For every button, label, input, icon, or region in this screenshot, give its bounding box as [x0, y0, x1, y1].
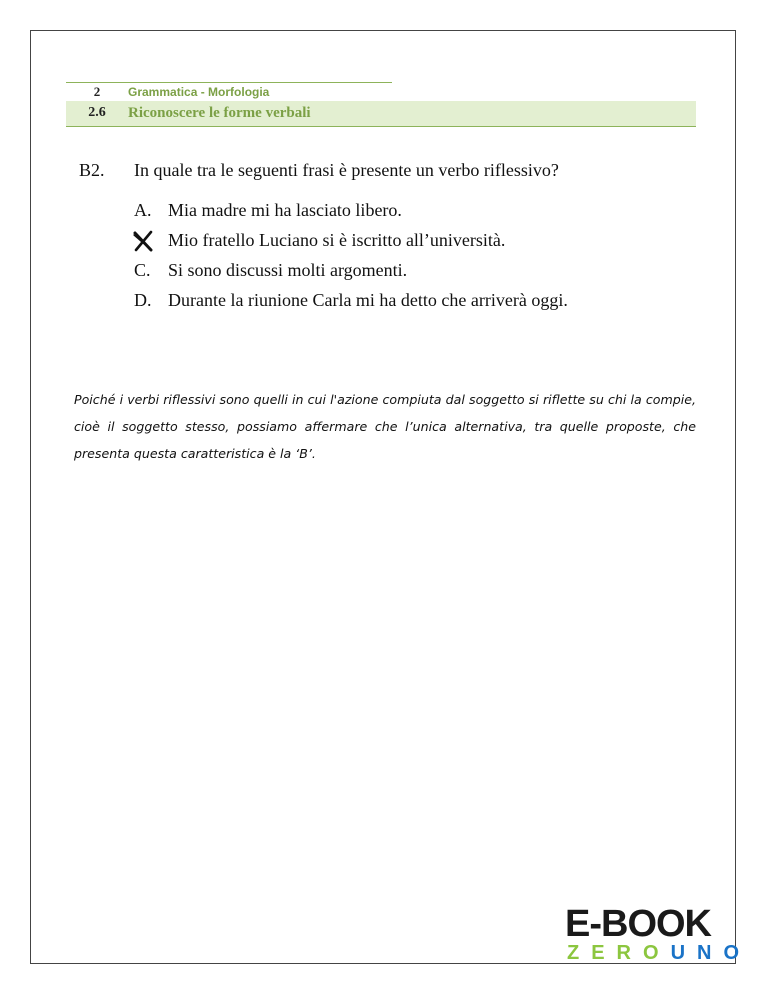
logo-bottom-right: UNO [670, 942, 752, 964]
option-text: Durante la riunione Carla mi ha detto che arriverà oggi. [168, 290, 568, 310]
logo-top-text: E-BOOK [565, 903, 711, 945]
question-number: B2. [79, 160, 105, 180]
subsection-number: 2.6 [88, 105, 106, 120]
option-letter: A. [134, 200, 152, 220]
ebook-zerouno-logo [565, 903, 752, 964]
option-letter: C. [134, 260, 151, 280]
option-text: Si sono discussi molti argomenti. [168, 260, 408, 280]
section-number: 2 [93, 84, 101, 99]
question-text: In quale tra le seguenti frasi è presente un verbo riflessivo? [134, 160, 559, 180]
explanation-text: Poiché i verbi riflessivi sono quelli in cui l'azione compiuta dal soggetto si riflette su chi la compie, cioè il soggetto stesso, possiamo affermare che l’unica alternativa, tra quelle proposte, che presenta questa caratteristica è la ‘B’. [74, 392, 696, 461]
x-mark-icon [132, 230, 154, 252]
option-letter: D. [134, 290, 152, 310]
logo-bottom-left: ZERO [567, 942, 671, 964]
section-header [66, 82, 392, 102]
subsection-title: Riconoscere le forme verbali [128, 105, 311, 121]
subsection-header [66, 101, 696, 127]
section-title: Grammatica - Morfologia [128, 85, 270, 99]
option-text: Mio fratello Luciano si è iscritto all’università. [168, 230, 506, 250]
logo-bottom-text [567, 943, 751, 963]
option-text: Mia madre mi ha lasciato libero. [168, 200, 402, 220]
